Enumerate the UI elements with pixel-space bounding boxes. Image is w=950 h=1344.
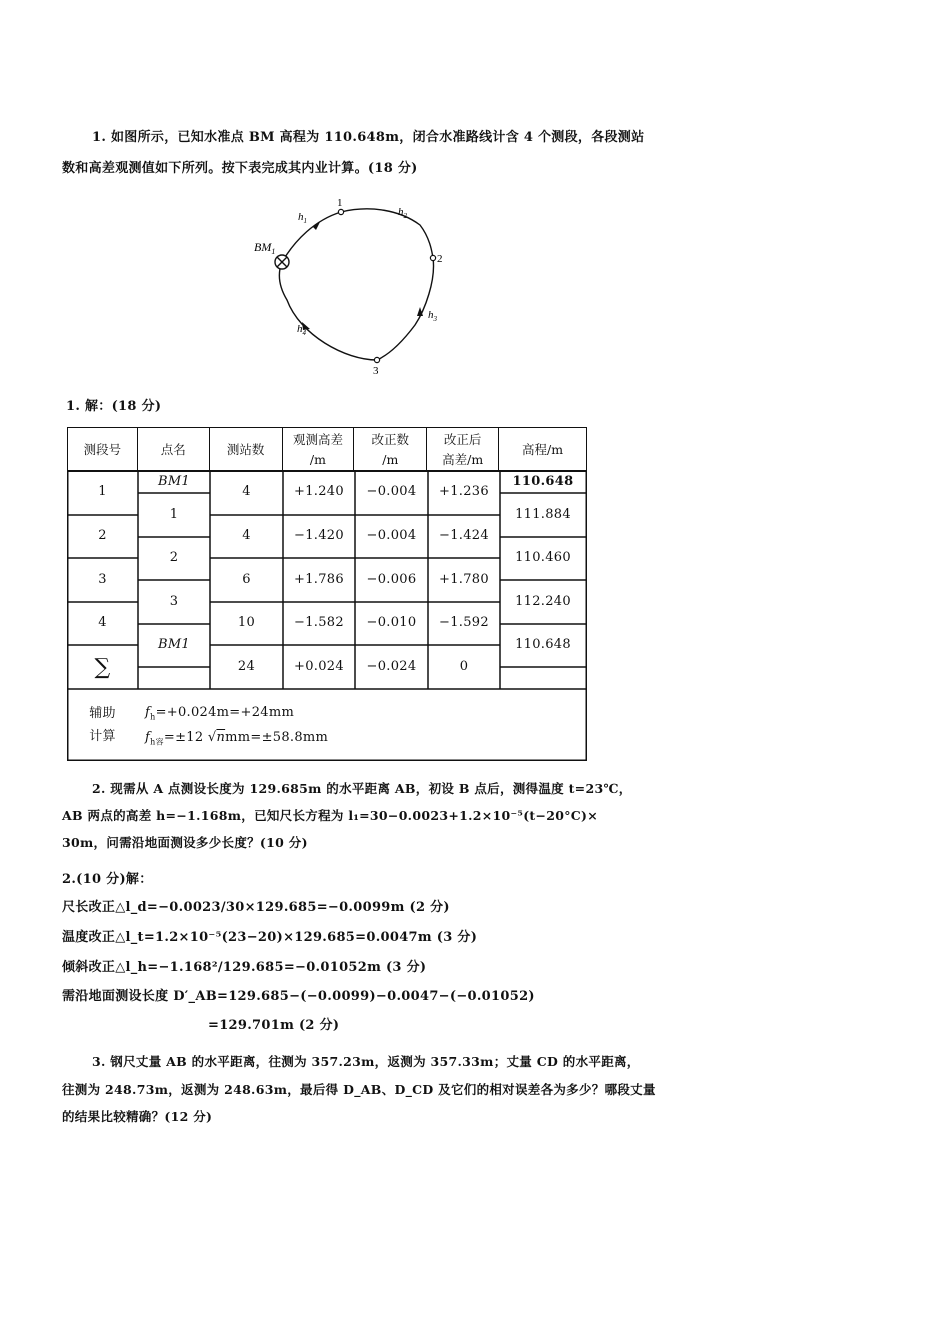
elevation-value: 110.460: [515, 550, 571, 565]
aux-label-2: 计算: [89, 729, 116, 744]
segment-1-observed: +1.240: [294, 484, 344, 499]
segment-1-no: 1: [98, 484, 107, 499]
a2-line-temp-correction: 温度改正△l_t=1.2×10⁻⁵(23−20)×129.685=0.0047m (3 分): [62, 930, 478, 945]
bm-label: $BM_1$: [254, 240, 276, 256]
q3-line1: 3. 钢尺丈量 AB 的水平距离，往测为 357.23m，返测为 357.33m；丈量 CD 的水平距离，: [92, 1054, 640, 1069]
q1-line1: 1. 如图所示，已知水准点 BM 高程为 110.648m，闭合水准路线计含 4 个测段，各段测站: [92, 130, 645, 145]
segment-3-observed: +1.786: [294, 572, 344, 587]
h1-label: $h_1$: [298, 211, 307, 225]
sum-observed: +0.024: [294, 659, 344, 674]
segment-3-no: 3: [98, 572, 107, 587]
sum-symbol: ∑: [94, 655, 111, 680]
elevation-value: 111.884: [515, 507, 571, 522]
header-stations: 测站数: [209, 428, 282, 472]
aux-label-1: 辅助: [89, 706, 116, 721]
q3-line3: 的结果比较精确？(12 分): [62, 1109, 213, 1124]
a2-line-required-length: 需沿地面测设长度 D′_AB=129.685−(−0.0099)−0.0047−(−0.01052): [62, 989, 535, 1004]
point-name: 2: [169, 550, 179, 565]
aux-fh-line: $f_h=+0.024m=+24mm$: [145, 705, 295, 722]
a2-line-result: =129.701m (2 分): [208, 1018, 340, 1033]
header-observed: 观测高差 /m: [282, 428, 354, 472]
benchmark-symbol: [275, 255, 289, 269]
point-3-marker: [374, 357, 379, 362]
point-name: 1: [169, 507, 179, 522]
route-loop: [279, 209, 433, 360]
q2-line3: 30m，问需沿地面测设多少长度？(10 分): [62, 835, 308, 850]
header-point: 点名: [137, 428, 209, 472]
segment-2-observed: −1.420: [294, 528, 344, 543]
header-correction: 改正数 /m: [354, 428, 427, 472]
header-corrected: 改正后 高差/m: [427, 428, 499, 472]
point-name: BM1: [157, 637, 191, 652]
sum-correction: −0.024: [366, 659, 417, 674]
a2-line-length-correction: 尺长改正△l_d=−0.0023/30×129.685=−0.0099m (2 分): [62, 900, 450, 915]
q2-line1: 2. 现需从 A 点测设长度为 129.685m 的水平距离 AB，初设 B 点后，测得温度 t=23℃，: [92, 781, 632, 796]
segment-1-correction: −0.004: [366, 484, 417, 499]
q1-line2: 数和高差观测值如下所列。按下表完成其内业计算。(18 分): [62, 161, 418, 176]
point-2-marker: [430, 255, 435, 260]
a1-heading: 1. 解：(18 分): [66, 399, 162, 414]
elevation-value: 110.648: [515, 637, 571, 652]
point-1-marker: [338, 209, 343, 214]
aux-fhr-line: $f_{h容}=\pm 12$ √nmm=±58.8mm: [145, 730, 329, 747]
segment-4-no: 4: [98, 615, 107, 630]
segment-3-correction: −0.006: [366, 572, 417, 587]
segment-1-stations: 4: [242, 484, 251, 499]
point-name: BM1: [157, 474, 191, 489]
header-segment: 测段号: [68, 428, 138, 472]
segment-1-corrected: +1.236: [439, 484, 489, 499]
a2-line-slope-correction: 倾斜改正△l_h=−1.168²/129.685=−0.01052m (3 分): [62, 960, 427, 975]
segment-3-corrected: +1.780: [439, 572, 489, 587]
elevation-value: 110.648: [512, 474, 574, 489]
q2-line2: AB 两点的高差 h=−1.168m，已知尺长方程为 l₁=30−0.0023+1.2×10⁻⁵(t−20°C)×: [62, 808, 599, 823]
segment-4-stations: 10: [237, 615, 256, 630]
sum-stations: 24: [237, 659, 256, 674]
segment-4-observed: −1.582: [294, 615, 344, 630]
h3-label: $h_3$: [428, 309, 437, 323]
segment-4-corrected: −1.592: [439, 615, 489, 630]
a2-heading: 2.(10 分)解：: [62, 872, 153, 887]
point-3-label: 3: [373, 365, 379, 377]
segment-3-stations: 6: [242, 572, 251, 587]
h2-label: $h_2$: [398, 206, 407, 220]
leveling-calc-table: [67, 427, 587, 472]
point-name: 3: [169, 594, 179, 609]
q3-line2: 往测为 248.73m，返测为 248.63m，最后得 D_AB、D_CD 及它们的相对误差各为多少？哪段丈量: [62, 1082, 656, 1097]
segment-4-correction: −0.010: [366, 615, 417, 630]
segment-2-no: 2: [98, 528, 107, 543]
closed-leveling-route-diagram: [0, 0, 950, 390]
sum-corrected: 0: [459, 659, 469, 674]
h4-label: $h_4$: [297, 323, 306, 337]
point-1-label: 1: [337, 197, 343, 209]
elevation-value: 112.240: [515, 594, 571, 609]
table-body: [67, 470, 587, 747]
point-2-label: 2: [437, 253, 443, 265]
table-header-row: [68, 428, 587, 472]
segment-2-stations: 4: [242, 528, 251, 543]
segment-2-correction: −0.004: [366, 528, 417, 543]
segment-2-corrected: −1.424: [439, 528, 489, 543]
header-elevation: 高程/m: [499, 428, 587, 472]
